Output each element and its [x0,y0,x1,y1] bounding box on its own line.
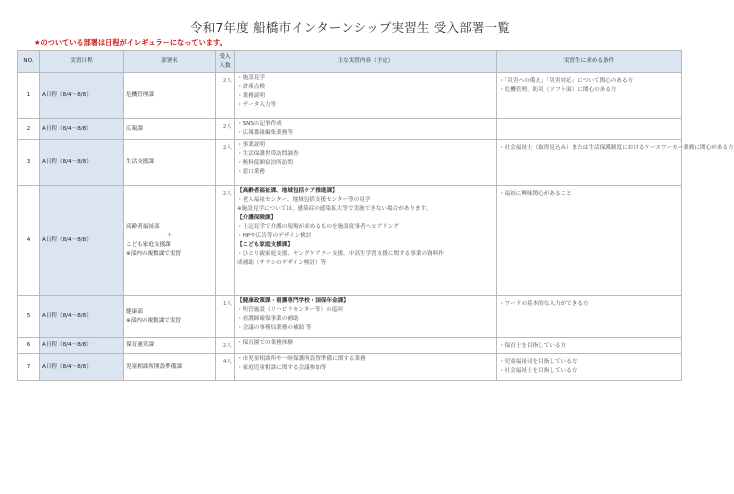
table-header-row [18,51,682,73]
cell-no: 6 [18,338,40,354]
cell-cond [497,73,682,119]
dept-line: 児童相談所開設準備課 [126,363,182,370]
content-line: 成補助（チラシのデザイン検討）等 [237,260,327,266]
content-line: ・ 無料低額宿泊所訪問 [237,159,494,168]
cell-period: A日程（8/4～8/8） [40,338,124,354]
content-line: ・ 老人福祉センター、地域包括支援センター等の見学 [237,196,494,205]
cell-period: A日程（8/4～8/8） [40,296,124,338]
cell-num: 2人 [216,186,235,296]
dept-line: 保育運営課 [126,342,154,348]
content-line: ・ 市児童相談所や一時保護所設置準備に関する業務 [237,355,494,364]
cell-no: 1 [18,73,40,119]
cell-num: 2人 [216,119,235,140]
content-line: ・ 窓口業務 [237,168,494,177]
cell-num: 4人 [216,354,235,381]
content-line: ※施設見学については、感染症の感染拡大等で実施できない場合があります。 [237,206,432,212]
content-line: ・ 業務説明 [237,92,494,101]
cell-period: A日程（8/4～8/8） [40,73,124,119]
cell-no: 3 [18,140,40,186]
dept-line: 健康部 [126,308,143,315]
content-line: ・ 看護師確保事業の補助 [237,315,494,324]
table-row [18,296,682,338]
content-line: ・ 事業説明 [237,141,494,150]
table-row [18,186,682,296]
content-line: ・ 所管施設（リハビリセンター等）の巡回 [237,306,494,315]
cell-content [235,338,497,354]
cell-no: 7 [18,354,40,381]
condition-line: ・ ワードの基本的な入力ができる方 [499,300,679,309]
content-line: ・ データ入力等 [237,101,494,110]
cell-period: A日程（8/4～8/8） [40,119,124,140]
cell-dept [124,119,216,140]
irregular-schedule-note: ★のついている部署は日程がイレギュラーになっています。 [34,38,227,47]
cell-cond [497,296,682,338]
cell-num: 2人 [216,140,235,186]
cell-content [235,354,497,381]
condition-line: ・ 危機管理、防災（ソフト面）に関心のある方 [499,86,679,95]
dept-line: 生活支援課 [126,159,154,165]
cell-cond [497,140,734,186]
content-heading: 【健康政策課・看護専門学校・国保年金課】 [237,298,349,304]
content-heading: 【こども家庭支援課】 [237,242,293,248]
dept-line: こども家庭支援課 [126,241,171,248]
cell-content [235,140,497,186]
table-row [18,338,682,354]
header-num: 受入人数 [216,51,235,73]
cell-dept [124,296,216,338]
content-line: ・ 上記見学で介護の現場が求めるものを施設従事者へヒアリング [237,223,494,232]
header-cond: 実習生に求める条件 [497,51,682,73]
content-line: ・ 保育園での業務体験 [237,339,494,348]
table-row [18,119,682,140]
table-row [18,140,682,186]
content-heading: 【高齢者福祉課、地域包括ケア推進課】 [237,188,338,194]
table-row [18,73,682,119]
condition-line: ・ 社会福祉士（取得見込み）または生活保護制度におけるケースワーカー業務に関心がある方 [499,144,679,153]
cell-dept [124,186,216,296]
cell-period: A日程（8/4～8/8） [40,140,124,186]
dept-line: ＋ [166,232,173,239]
condition-line: ・ 社会福祉士を目指している方 [499,367,679,376]
cell-content [235,73,497,119]
dept-line: ※部内の複数課で実習 [126,317,182,324]
cell-num: 2人 [216,338,235,354]
header-dept: 部署名 [124,51,216,73]
cell-dept [124,354,216,381]
content-line: ・ 施設見学 [237,74,494,83]
header-no: NO. [18,51,40,73]
cell-no: 4 [18,186,40,296]
cell-no: 2 [18,119,40,140]
cell-dept [124,140,216,186]
cell-cond [497,338,682,354]
content-line: ・ HPや広告等のデザイン検討 [237,232,494,241]
content-line: ・ ひとり親家庭支援、ヤングケアラー支援、中高生学習支援に関する事業の資料作 [237,250,494,259]
page-title: 令和7年度 船橋市インターンシップ実習生 受入部署一覧 [190,20,510,35]
cell-no: 5 [18,296,40,338]
cell-dept [124,73,216,119]
dept-line: 高齢者福祉部 [126,223,160,230]
dept-line: ※部内の複数課で実習 [126,250,182,257]
cell-dept [124,338,216,354]
cell-content [235,296,497,338]
condition-line: ・ 保育士を目指している方 [499,342,679,351]
content-line: ・ 広報番組編集業務等 [237,129,494,138]
cell-cond [497,354,682,381]
cell-num: 2人 [216,73,235,119]
condition-line: ・ 「災害への備え」「災害対応」について関心のある方 [499,77,679,86]
cell-num: 1人 [216,296,235,338]
content-line: ・ 倉庫点検 [237,83,494,92]
content-heading: 【介護保険課】 [237,215,277,221]
content-line: ・ 生活保護世帯訪問調査 [237,150,494,159]
cell-period: A日程（8/4～8/8） [40,354,124,381]
content-line: ・ 会議の事務局業務の補助 等 [237,324,494,333]
cell-cond [497,119,682,140]
cell-content [235,119,497,140]
content-line: ・ SNSの記事作成 [237,120,494,129]
condition-line: ・ 児童福祉司を目指している方 [499,358,679,367]
header-content: 主な実習内容（予定） [235,51,497,73]
content-line: ・ 家庭児童相談に関する会議参加等 [237,364,494,373]
dept-line: 広報課 [126,125,143,132]
header-period: 実習日程 [40,51,124,73]
cell-content [235,186,497,296]
dept-line: 危機管理課 [126,92,154,98]
condition-line: ・ 福祉に興味関心があること [499,190,679,199]
cell-cond [497,186,682,296]
table-row [18,354,682,381]
department-table [17,50,734,381]
cell-period: A日程（8/4～8/8） [40,186,124,296]
